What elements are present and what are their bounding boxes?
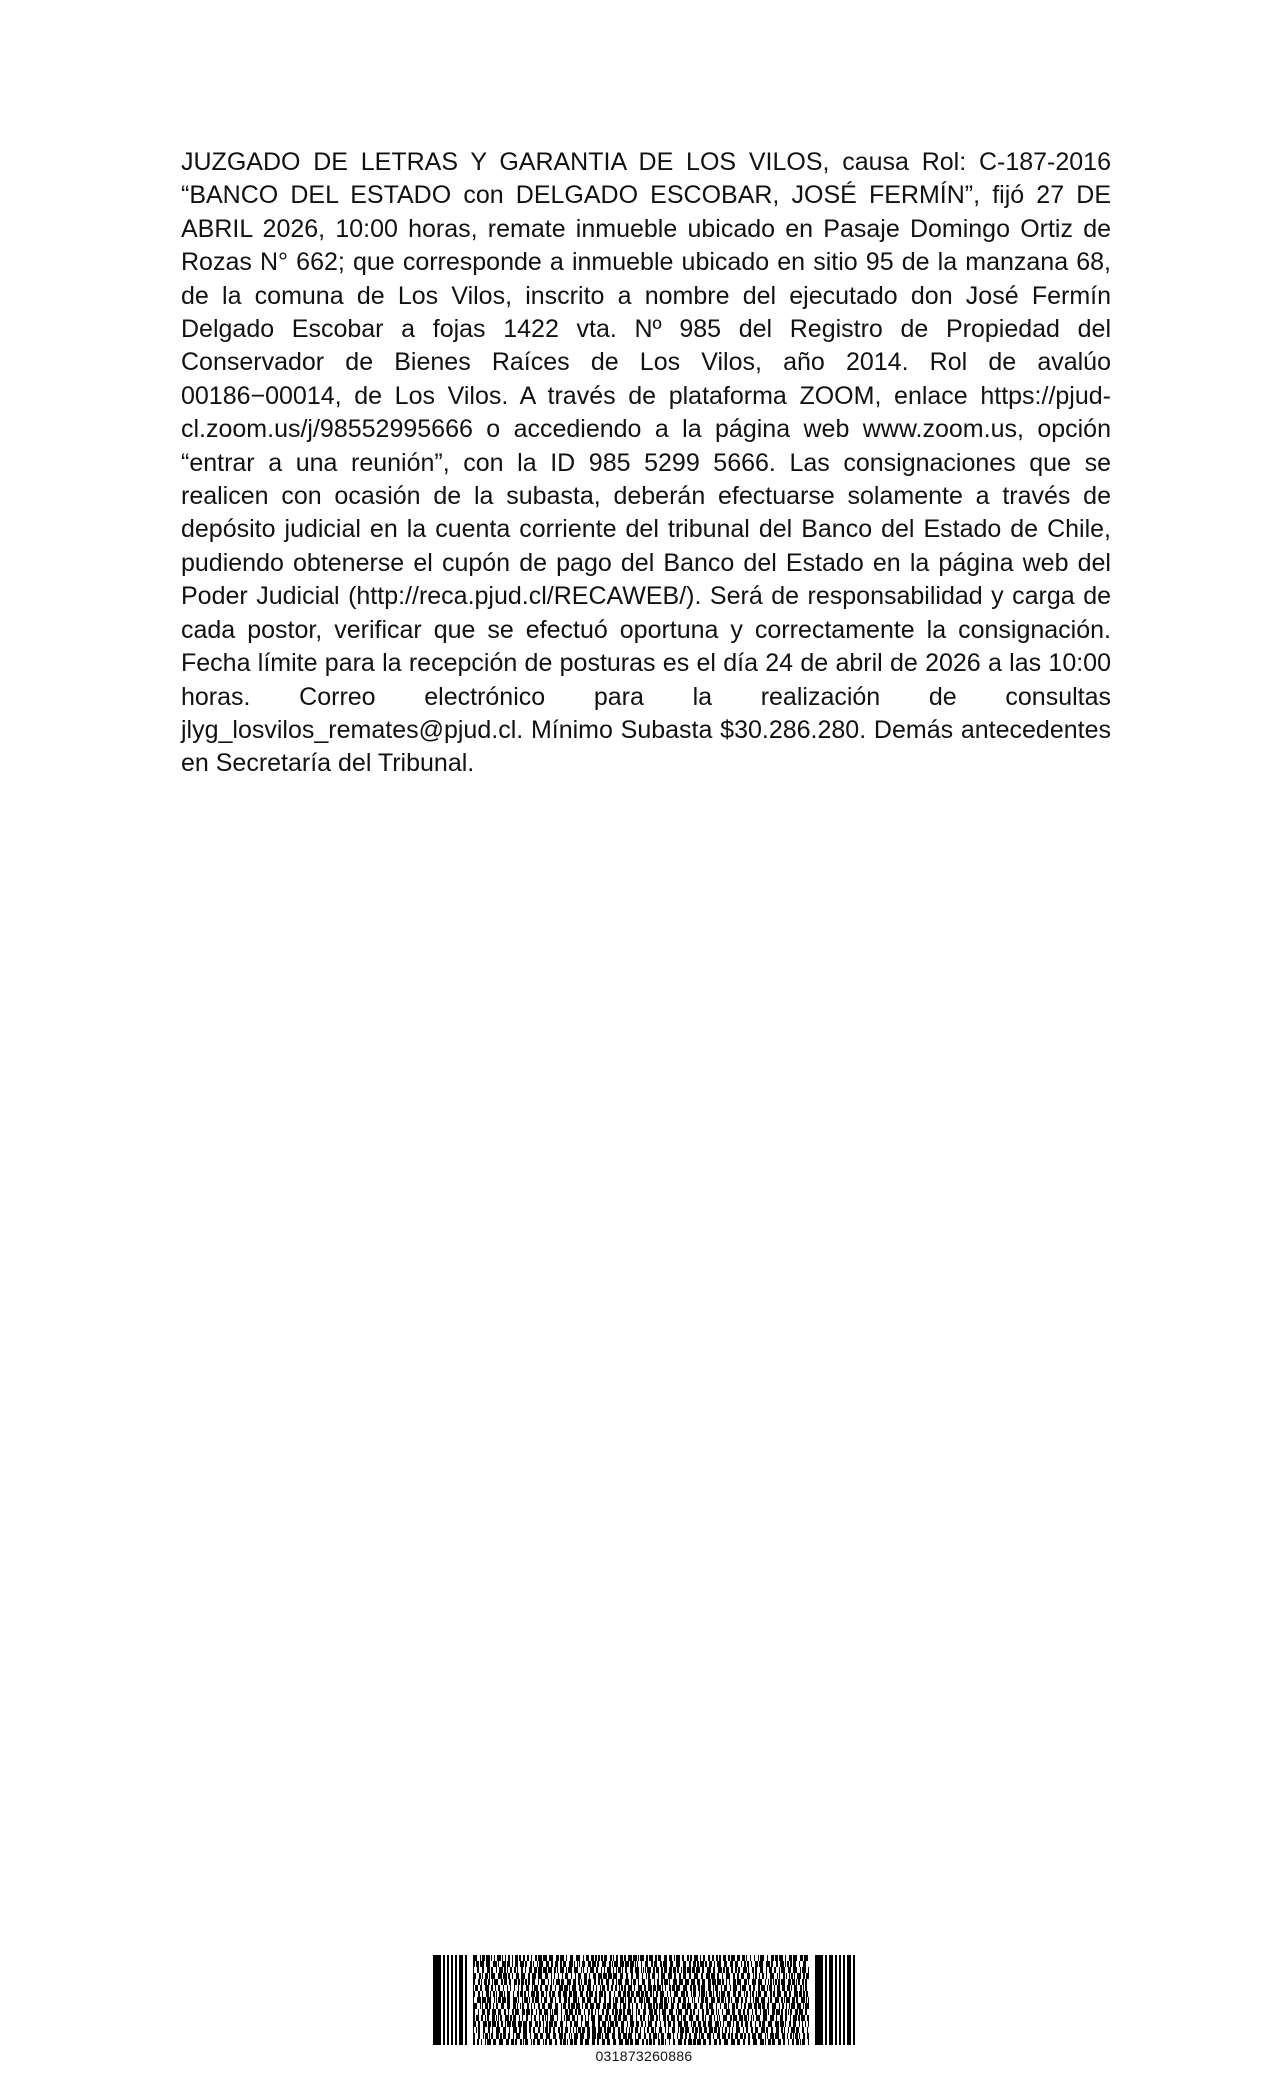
barcode-graphic xyxy=(433,1955,855,2045)
auction-notice-text: JUZGADO DE LETRAS Y GARANTIA DE LOS VILOS, causa Rol: C-187-2016 “BANCO DEL ESTADO con DELGADO ESCOBAR, JOSÉ FERMÍN”, fijó 27 DE ABRIL 2026, 10:00 horas, remate inmueble ubicado en Pasaje Domingo Ortiz de Rozas N° 662; que corresponde a inmueble ubicado en sitio 95 de la manzana 68, de la comuna de Los Vilos, inscrito a nombre del ejecutado don José Fermín Delgado Escobar a fojas 1422 vta. Nº 985 del Registro de Propiedad del Conservador de Bienes Raíces de Los Vilos, año 2014. Rol de avalúo 00186−00014, de Los Vilos. A través de plataforma ZOOM, enlace https://pjud-cl.zoom.us/j/98552995666 o accediendo a la página web www.zoom.us, opción “entrar a una reunión”, con la ID 985 5299 5666. Las consignaciones que se realicen con ocasión de la subasta, deberán efectuarse solamente a través de depósito judicial en la cuenta corriente del tribunal del Banco del Estado de Chile, pudiendo obtenerse el cupón de pago del Banco del Estado en la página web del Poder Judicial (http://reca.pjud.cl/RECAWEB/). Será de responsabilidad y carga de cada postor, verificar que se efectuó oportuna y correctamente la consignación. Fecha límite para la recepción de posturas es el día 24 de abril de 2026 a las 10:00 horas. Correo electrónico para la realización de consultas jlyg_losvilos_remates@pjud.cl. Mínimo Subasta $30.286.280. Demás antecedentes en Secretaría del Tribunal. xyxy=(181,148,1111,778)
barcode-block xyxy=(433,1955,855,2070)
barcode-number: 031873260886 xyxy=(595,2048,693,2064)
